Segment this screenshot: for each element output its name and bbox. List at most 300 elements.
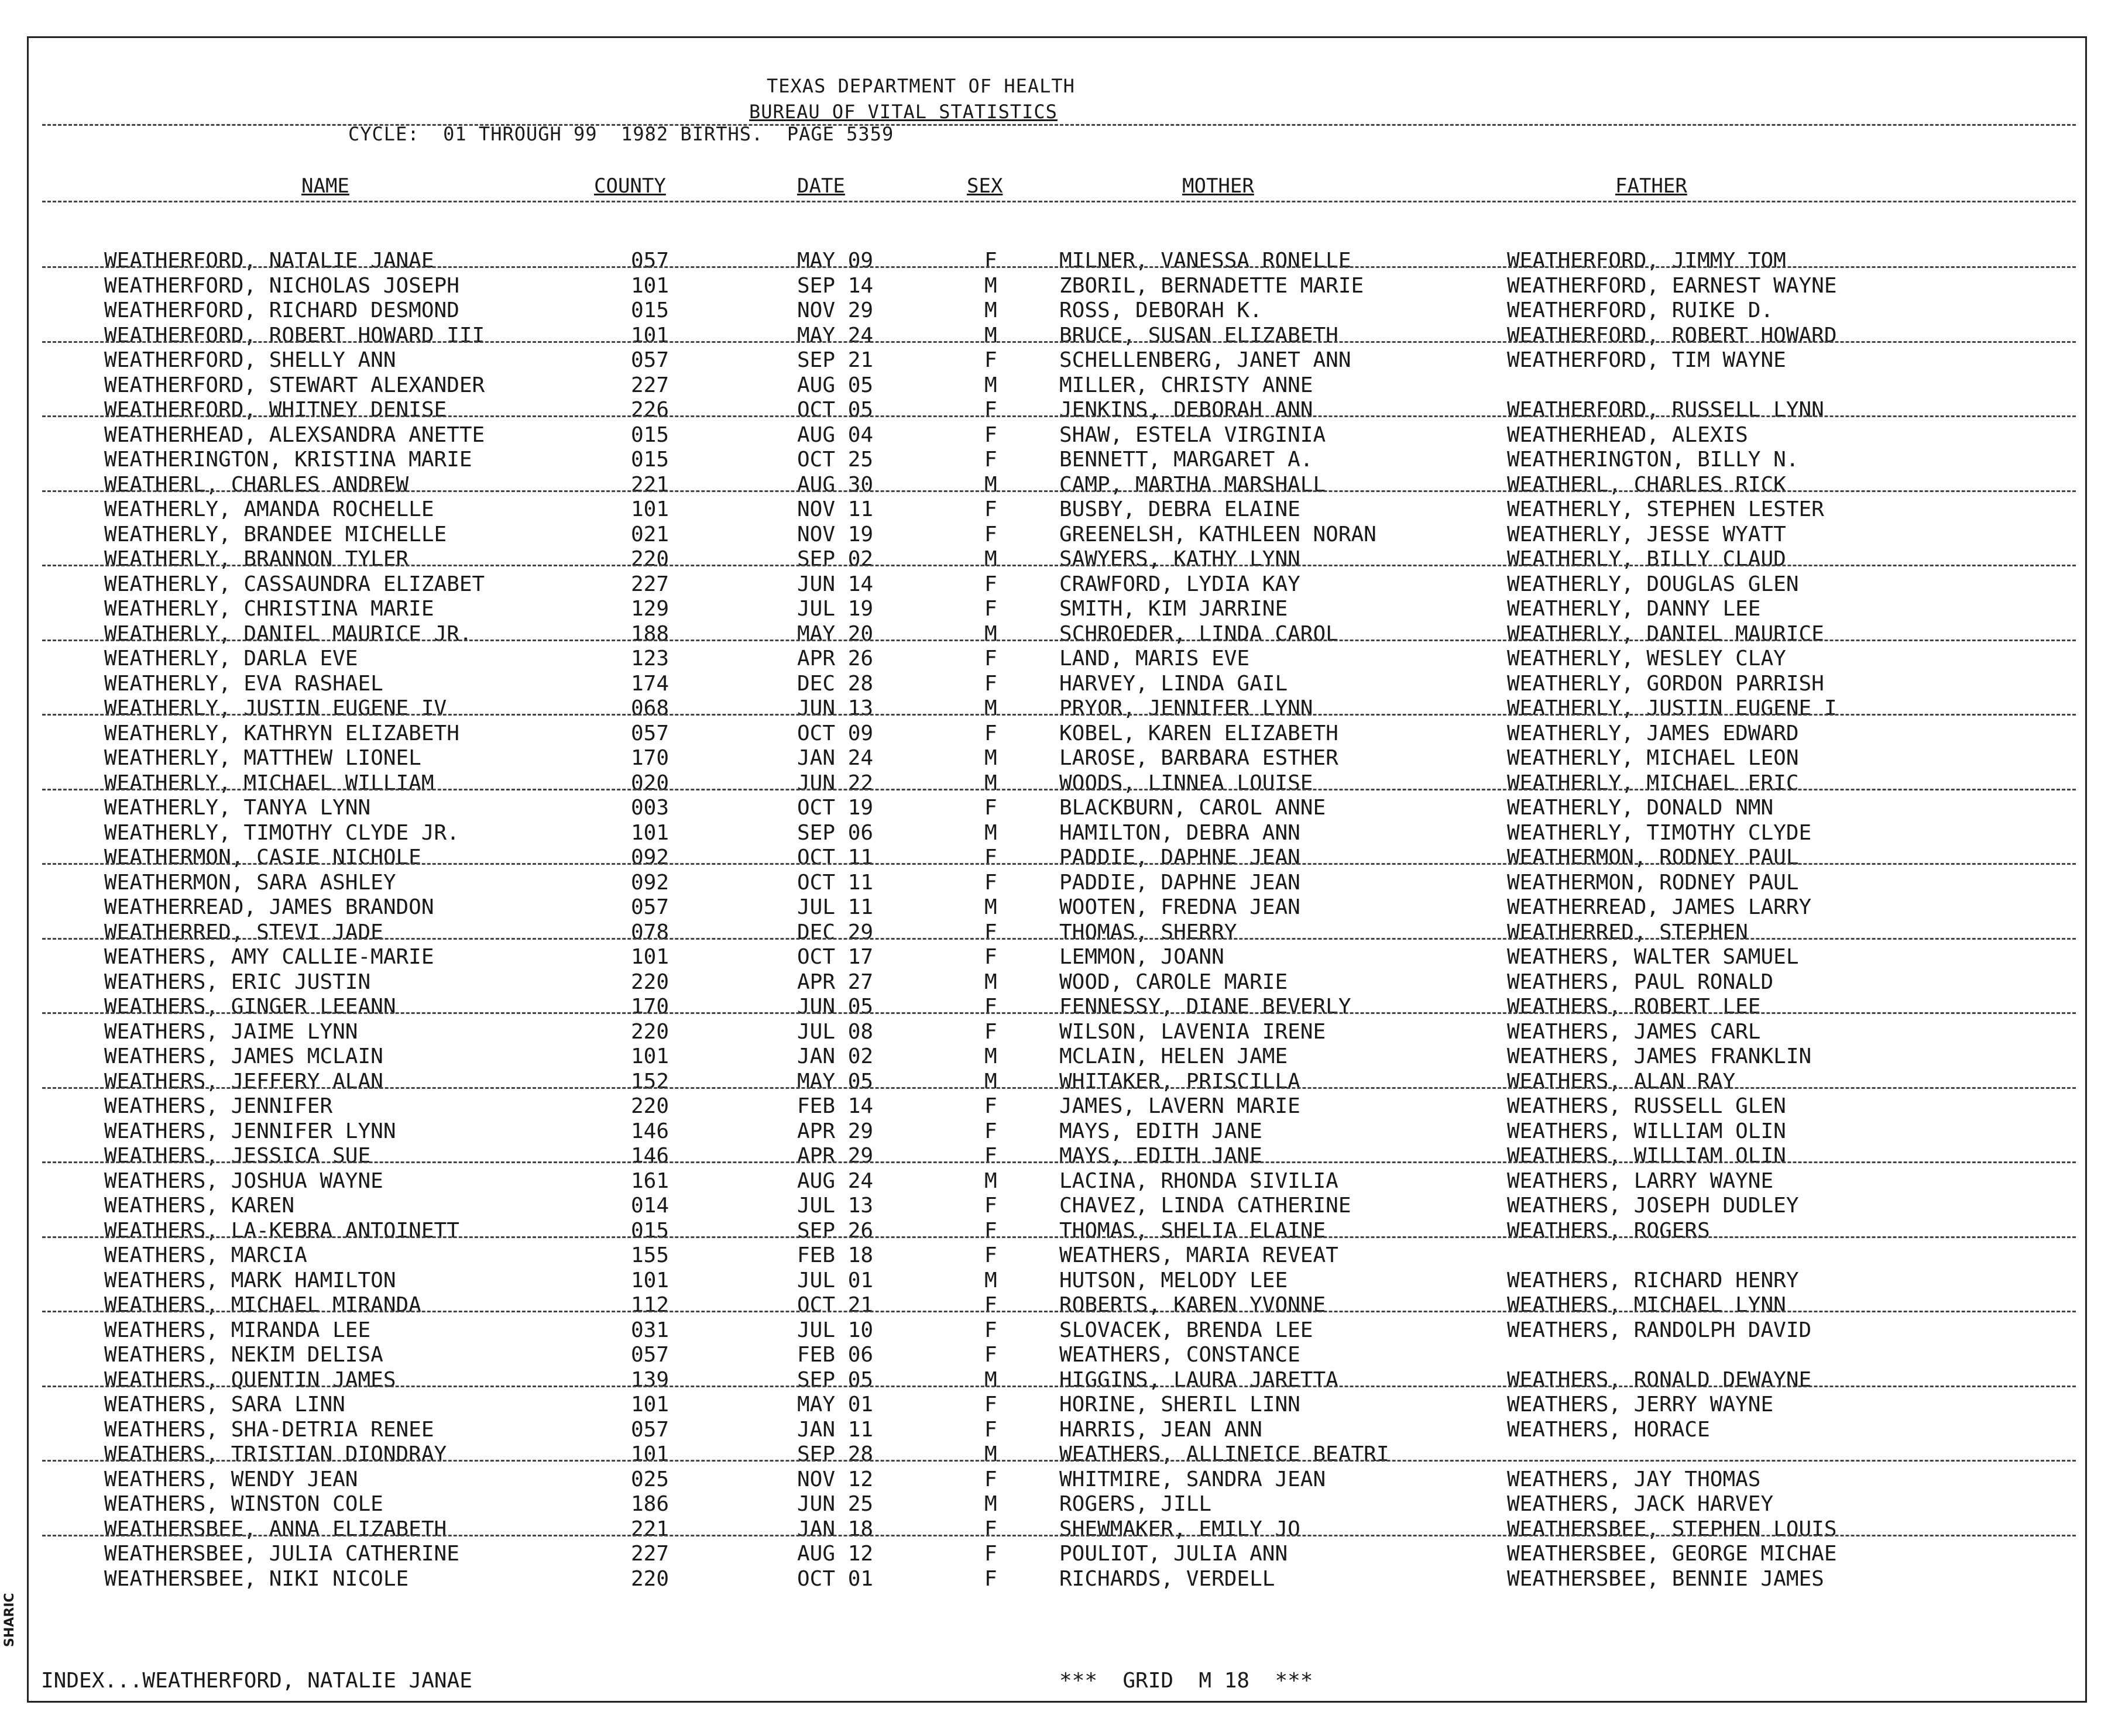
cell-mother: MILNER, VANESSA RONELLE	[1059, 249, 1351, 273]
cell-sex: F	[984, 1318, 997, 1342]
table-row	[0, 721, 2125, 747]
cell-father: WEATHERS, JOSEPH DUDLEY	[1507, 1194, 1799, 1218]
cell-sex: F	[984, 1517, 997, 1541]
cell-date: SEP 28	[797, 1442, 874, 1466]
cell-county: 015	[631, 448, 670, 472]
cell-sex: M	[984, 1268, 997, 1292]
table-row	[0, 1343, 2125, 1368]
cell-father: WEATHERFORD, RUIKE D.	[1507, 298, 1774, 322]
cell-father: WEATHERREAD, JAMES LARRY	[1507, 895, 1812, 919]
cell-name: WEATHERFORD, NATALIE JANAE	[104, 249, 434, 273]
cell-county: 101	[631, 820, 670, 845]
cell-sex: F	[984, 1417, 997, 1442]
cell-county: 101	[631, 273, 670, 298]
cell-sex: M	[984, 895, 997, 919]
cell-name: WEATHERS, LA-KEBRA ANTOINETT	[104, 1218, 459, 1243]
cell-father: WEATHERFORD, ROBERT HOWARD	[1507, 323, 1837, 348]
cell-name: WEATHERHEAD, ALEXSANDRA ANETTE	[104, 422, 485, 447]
cell-sex: M	[984, 696, 997, 720]
cell-county: 139	[631, 1367, 670, 1392]
cell-date: JUN 22	[797, 771, 874, 795]
table-row	[0, 1169, 2125, 1194]
cell-mother: MILLER, CHRISTY ANNE	[1059, 373, 1313, 397]
cell-mother: WHITMIRE, SANDRA JEAN	[1059, 1467, 1326, 1491]
cell-county: 031	[631, 1318, 670, 1342]
cell-name: WEATHERLY, KATHRYN ELIZABETH	[104, 721, 459, 745]
cell-date: AUG 04	[797, 422, 874, 447]
column-header-sex: SEX	[967, 174, 1003, 198]
cell-name: WEATHERLY, BRANNON TYLER	[104, 547, 409, 571]
cell-sex: F	[984, 597, 997, 621]
cell-sex: F	[984, 572, 997, 596]
cell-date: DEC 29	[797, 920, 874, 944]
cell-father: WEATHERHEAD, ALEXIS	[1507, 422, 1748, 447]
cell-sex: F	[984, 721, 997, 745]
cell-county: 015	[631, 422, 670, 447]
cell-sex: M	[984, 323, 997, 348]
cell-father: WEATHERS, JACK HARVEY	[1507, 1492, 1774, 1516]
cell-mother: HIGGINS, LAURA JARETTA	[1059, 1367, 1338, 1392]
cell-sex: F	[984, 348, 997, 372]
cell-name: WEATHERLY, TIMOTHY CLYDE JR.	[104, 820, 459, 845]
cell-mother: SHAW, ESTELA VIRGINIA	[1059, 422, 1326, 447]
cell-county: 152	[631, 1069, 670, 1094]
cell-mother: LAND, MARIS EVE	[1059, 647, 1250, 671]
table-row	[0, 1467, 2125, 1493]
cell-name: WEATHERFORD, STEWART ALEXANDER	[104, 373, 485, 397]
cell-mother: HORINE, SHERIL LINN	[1059, 1393, 1300, 1417]
cell-county: 146	[631, 1144, 670, 1168]
cell-mother: KOBEL, KAREN ELIZABETH	[1059, 721, 1338, 745]
table-row	[0, 871, 2125, 896]
cell-county: 129	[631, 597, 670, 621]
cell-date: JUL 08	[797, 1019, 874, 1044]
cell-mother: BRUCE, SUSAN ELIZABETH	[1059, 323, 1338, 348]
side-label: SHARIC	[2, 1593, 17, 1647]
cell-name: WEATHERLY, MATTHEW LIONEL	[104, 746, 421, 770]
table-row	[0, 1219, 2125, 1244]
cell-father: WEATHERS, RANDOLPH DAVID	[1507, 1318, 1812, 1342]
table-row	[0, 696, 2125, 721]
column-header-county: COUNTY	[594, 174, 666, 198]
cell-name: WEATHERS, ERIC JUSTIN	[104, 970, 371, 994]
cell-father: WEATHERLY, MICHAEL ERIC	[1507, 771, 1799, 795]
cell-county: 170	[631, 995, 670, 1019]
cell-mother: WEATHERS, ALLINEICE BEATRI	[1059, 1442, 1389, 1466]
cell-name: WEATHERLY, CASSAUNDRA ELIZABET	[104, 572, 485, 596]
cell-mother: THOMAS, SHERRY	[1059, 920, 1237, 944]
cell-date: SEP 05	[797, 1367, 874, 1392]
cell-father: WEATHERFORD, RUSSELL LYNN	[1507, 398, 1824, 422]
table-row	[0, 522, 2125, 548]
cell-father: WEATHERLY, STEPHEN LESTER	[1507, 497, 1824, 521]
cell-mother: HARRIS, JEAN ANN	[1059, 1417, 1262, 1442]
cell-father: WEATHERLY, BILLY CLAUD	[1507, 547, 1786, 571]
cell-date: DEC 28	[797, 671, 874, 696]
cell-father: WEATHERS, JAMES CARL	[1507, 1019, 1761, 1044]
cell-county: 092	[631, 870, 670, 895]
cell-county: 057	[631, 895, 670, 919]
cell-county: 101	[631, 1442, 670, 1466]
cell-sex: F	[984, 1094, 997, 1118]
agency-title: TEXAS DEPARTMENT OF HEALTH	[767, 75, 1075, 97]
cell-county: 220	[631, 1094, 670, 1118]
cell-father: WEATHERLY, WESLEY CLAY	[1507, 647, 1786, 671]
table-row	[0, 1094, 2125, 1119]
cell-name: WEATHERS, SHA-DETRIA RENEE	[104, 1417, 434, 1442]
cell-county: 015	[631, 1218, 670, 1243]
cell-sex: M	[984, 298, 997, 322]
cell-father: WEATHERLY, TIMOTHY CLYDE	[1507, 820, 1812, 845]
cell-name: WEATHERFORD, ROBERT HOWARD III	[104, 323, 485, 348]
cell-sex: F	[984, 497, 997, 521]
cell-father: WEATHERFORD, EARNEST WAYNE	[1507, 273, 1837, 298]
cell-father: WEATHERLY, JAMES EDWARD	[1507, 721, 1799, 745]
cell-date: OCT 11	[797, 845, 874, 869]
cell-date: JUL 01	[797, 1268, 874, 1292]
cell-mother: ROGERS, JILL	[1059, 1492, 1212, 1516]
cell-name: WEATHERS, MIRANDA LEE	[104, 1318, 371, 1342]
cell-sex: F	[984, 1194, 997, 1218]
cell-date: NOV 11	[797, 497, 874, 521]
cell-county: 101	[631, 323, 670, 348]
cell-county: 112	[631, 1293, 670, 1317]
cell-date: AUG 05	[797, 373, 874, 397]
table-row	[0, 895, 2125, 920]
table-row	[0, 473, 2125, 498]
cell-name: WEATHERS, NEKIM DELISA	[104, 1343, 383, 1367]
cell-father: WEATHERS, ROBERT LEE	[1507, 995, 1761, 1019]
table-row	[0, 1318, 2125, 1343]
table-row	[0, 1293, 2125, 1318]
table-row	[0, 1567, 2125, 1592]
table-row	[0, 1044, 2125, 1070]
cell-father: WEATHERLY, DOUGLAS GLEN	[1507, 572, 1799, 596]
cell-name: WEATHERFORD, SHELLY ANN	[104, 348, 396, 372]
cell-father: WEATHERS, JAY THOMAS	[1507, 1467, 1761, 1491]
cell-date: APR 29	[797, 1144, 874, 1168]
cell-sex: F	[984, 671, 997, 696]
cell-mother: POULIOT, JULIA ANN	[1059, 1542, 1288, 1566]
column-header-divider	[42, 201, 2076, 202]
cell-county: 227	[631, 572, 670, 596]
cell-name: WEATHERFORD, NICHOLAS JOSEPH	[104, 273, 459, 298]
cell-date: OCT 09	[797, 721, 874, 745]
cell-date: JUL 19	[797, 597, 874, 621]
cell-mother: SCHELLENBERG, JANET ANN	[1059, 348, 1351, 372]
cell-father: WEATHERS, LARRY WAYNE	[1507, 1168, 1774, 1193]
cell-father: WEATHERS, ALAN RAY	[1507, 1069, 1736, 1094]
cell-name: WEATHERS, JENNIFER LYNN	[104, 1119, 396, 1143]
cell-date: SEP 21	[797, 348, 874, 372]
cell-name: WEATHERLY, CHRISTINA MARIE	[104, 597, 434, 621]
cell-date: JUN 05	[797, 995, 874, 1019]
cell-name: WEATHERS, MICHAEL MIRANDA	[104, 1293, 421, 1317]
cell-father: WEATHERSBEE, BENNIE JAMES	[1507, 1566, 1824, 1591]
table-row	[0, 1442, 2125, 1467]
cell-father: WEATHERS, WILLIAM OLIN	[1507, 1119, 1786, 1143]
cell-sex: F	[984, 796, 997, 820]
cell-father: WEATHERS, PAUL RONALD	[1507, 970, 1774, 994]
cell-father: WEATHERS, HORACE	[1507, 1417, 1710, 1442]
cell-mother: BENNETT, MARGARET A.	[1059, 448, 1313, 472]
cell-name: WEATHERS, GINGER LEEANN	[104, 995, 396, 1019]
table-row	[0, 622, 2125, 647]
table-row	[0, 845, 2125, 871]
cell-county: 220	[631, 1566, 670, 1591]
cell-sex: M	[984, 373, 997, 397]
cell-mother: LACINA, RHONDA SIVILIA	[1059, 1168, 1338, 1193]
cell-name: WEATHERS, JENNIFER	[104, 1094, 333, 1118]
cell-mother: PADDIE, DAPHNE JEAN	[1059, 845, 1300, 869]
cell-father: WEATHERLY, JUSTIN EUGENE I	[1507, 696, 1837, 720]
cell-sex: F	[984, 647, 997, 671]
cell-county: 227	[631, 1542, 670, 1566]
table-row	[0, 1418, 2125, 1443]
cell-county: 174	[631, 671, 670, 696]
cell-sex: M	[984, 273, 997, 298]
cell-father: WEATHERRED, STEPHEN	[1507, 920, 1748, 944]
cell-county: 057	[631, 1343, 670, 1367]
cell-county: 092	[631, 845, 670, 869]
cell-father: WEATHERLY, DANIEL MAURICE	[1507, 621, 1824, 646]
table-row	[0, 920, 2125, 946]
cell-sex: F	[984, 1343, 997, 1367]
cell-date: SEP 26	[797, 1218, 874, 1243]
cell-father: WEATHERS, RONALD DEWAYNE	[1507, 1367, 1812, 1392]
cell-county: 101	[631, 1393, 670, 1417]
table-row	[0, 1542, 2125, 1567]
cell-name: WEATHERS, JESSICA SUE	[104, 1144, 371, 1168]
column-header-name: NAME	[301, 174, 349, 198]
cell-name: WEATHERLY, AMANDA ROCHELLE	[104, 497, 434, 521]
table-row	[0, 1020, 2125, 1045]
table-row	[0, 597, 2125, 622]
cell-sex: F	[984, 422, 997, 447]
cell-sex: F	[984, 945, 997, 969]
cell-county: 161	[631, 1168, 670, 1193]
table-row	[0, 1144, 2125, 1169]
cell-sex: M	[984, 771, 997, 795]
cell-father: WEATHERMON, RODNEY PAUL	[1507, 870, 1799, 895]
table-row	[0, 1119, 2125, 1144]
cell-sex: M	[984, 472, 997, 497]
cell-mother: PADDIE, DAPHNE JEAN	[1059, 870, 1300, 895]
cell-county: 020	[631, 771, 670, 795]
cell-sex: F	[984, 1542, 997, 1566]
cell-father: WEATHERS, WILLIAM OLIN	[1507, 1144, 1786, 1168]
cell-date: NOV 29	[797, 298, 874, 322]
table-row	[0, 746, 2125, 771]
cell-date: MAY 01	[797, 1393, 874, 1417]
cell-father: WEATHERLY, GORDON PARRISH	[1507, 671, 1824, 696]
cell-name: WEATHERL, CHARLES ANDREW	[104, 472, 409, 497]
cell-name: WEATHERLY, TANYA LYNN	[104, 796, 371, 820]
table-row	[0, 771, 2125, 796]
cell-county: 003	[631, 796, 670, 820]
cell-mother: JENKINS, DEBORAH ANN	[1059, 398, 1313, 422]
cell-county: 220	[631, 547, 670, 571]
cell-sex: M	[984, 1044, 997, 1068]
cell-mother: SHEWMAKER, EMILY JO	[1059, 1517, 1300, 1541]
cell-name: WEATHERS, KAREN	[104, 1194, 295, 1218]
cell-mother: BLACKBURN, CAROL ANNE	[1059, 796, 1326, 820]
cell-date: JUL 11	[797, 895, 874, 919]
cell-father: WEATHERLY, JESSE WYATT	[1507, 522, 1786, 546]
cell-name: WEATHERMON, SARA ASHLEY	[104, 870, 396, 895]
cell-county: 057	[631, 249, 670, 273]
grid-footer: *** GRID M 18 ***	[1059, 1669, 1313, 1693]
cell-date: MAY 24	[797, 323, 874, 348]
cell-father: WEATHERSBEE, GEORGE MICHAE	[1507, 1542, 1837, 1566]
cell-date: NOV 19	[797, 522, 874, 546]
cell-sex: M	[984, 1367, 997, 1392]
table-row	[0, 821, 2125, 846]
cell-father: WEATHERL, CHARLES RICK	[1507, 472, 1786, 497]
cell-father: WEATHERINGTON, BILLY N.	[1507, 448, 1799, 472]
cell-date: APR 26	[797, 647, 874, 671]
cell-mother: MCLAIN, HELEN JAME	[1059, 1044, 1288, 1068]
cell-name: WEATHERS, WINSTON COLE	[104, 1492, 383, 1516]
cell-father: WEATHERS, ROGERS	[1507, 1218, 1710, 1243]
cell-father: WEATHERLY, DONALD NMN	[1507, 796, 1774, 820]
cell-sex: F	[984, 1243, 997, 1267]
cell-sex: F	[984, 845, 997, 869]
cell-county: 221	[631, 1517, 670, 1541]
cell-county: 078	[631, 920, 670, 944]
cell-date: OCT 05	[797, 398, 874, 422]
cell-county: 220	[631, 1019, 670, 1044]
cell-mother: HUTSON, MELODY LEE	[1059, 1268, 1288, 1292]
table-row	[0, 1393, 2125, 1418]
cell-father: WEATHERFORD, TIM WAYNE	[1507, 348, 1786, 372]
cell-mother: MAYS, EDITH JANE	[1059, 1144, 1262, 1168]
cell-mother: CAMP, MARTHA MARSHALL	[1059, 472, 1326, 497]
table-row	[0, 572, 2125, 597]
cell-mother: CRAWFORD, LYDIA KAY	[1059, 572, 1300, 596]
table-row	[0, 1492, 2125, 1517]
cell-county: 146	[631, 1119, 670, 1143]
cell-name: WEATHERRED, STEVI JADE	[104, 920, 383, 944]
birth-records-table	[0, 249, 2125, 1591]
cell-date: OCT 25	[797, 448, 874, 472]
cell-date: FEB 14	[797, 1094, 874, 1118]
cell-county: 170	[631, 746, 670, 770]
cell-name: WEATHERS, MARCIA	[104, 1243, 307, 1267]
cell-mother: THOMAS, SHELIA ELAINE	[1059, 1218, 1326, 1243]
cell-county: 221	[631, 472, 670, 497]
cell-date: SEP 14	[797, 273, 874, 298]
table-row	[0, 448, 2125, 473]
cell-mother: MAYS, EDITH JANE	[1059, 1119, 1262, 1143]
table-row	[0, 373, 2125, 398]
cell-father: WEATHERSBEE, STEPHEN LOUIS	[1507, 1517, 1837, 1541]
cell-date: MAY 20	[797, 621, 874, 646]
cell-mother: ZBORIL, BERNADETTE MARIE	[1059, 273, 1364, 298]
cell-date: JUN 25	[797, 1492, 874, 1516]
cell-sex: F	[984, 249, 997, 273]
cell-mother: SCHROEDER, LINDA CAROL	[1059, 621, 1338, 646]
cell-name: WEATHERREAD, JAMES BRANDON	[104, 895, 434, 919]
cell-mother: JAMES, LAVERN MARIE	[1059, 1094, 1300, 1118]
cell-date: FEB 06	[797, 1343, 874, 1367]
cell-county: 220	[631, 970, 670, 994]
table-row	[0, 497, 2125, 522]
cell-name: WEATHERLY, MICHAEL WILLIAM	[104, 771, 434, 795]
cell-name: WEATHERS, WENDY JEAN	[104, 1467, 358, 1491]
cell-date: JUL 13	[797, 1194, 874, 1218]
table-row	[0, 298, 2125, 324]
cell-mother: FENNESSY, DIANE BEVERLY	[1059, 995, 1351, 1019]
cell-sex: F	[984, 870, 997, 895]
cell-county: 226	[631, 398, 670, 422]
cell-county: 057	[631, 348, 670, 372]
cell-name: WEATHERS, TRISTIAN DIONDRAY	[104, 1442, 447, 1466]
cell-mother: WOOTEN, FREDNA JEAN	[1059, 895, 1300, 919]
table-row	[0, 1368, 2125, 1393]
cell-mother: LEMMON, JOANN	[1059, 945, 1224, 969]
table-row	[0, 1269, 2125, 1294]
cell-mother: PRYOR, JENNIFER LYNN	[1059, 696, 1313, 720]
cell-date: JAN 11	[797, 1417, 874, 1442]
cell-county: 188	[631, 621, 670, 646]
cell-date: APR 29	[797, 1119, 874, 1143]
table-row	[0, 995, 2125, 1020]
table-row	[0, 1517, 2125, 1542]
cell-mother: SLOVACEK, BRENDA LEE	[1059, 1318, 1313, 1342]
cell-county: 068	[631, 696, 670, 720]
cell-date: SEP 02	[797, 547, 874, 571]
cell-sex: M	[984, 970, 997, 994]
cell-mother: HAMILTON, DEBRA ANN	[1059, 820, 1300, 845]
cell-name: WEATHERSBEE, NIKI NICOLE	[104, 1566, 409, 1591]
cell-name: WEATHERLY, EVA RASHAEL	[104, 671, 383, 696]
table-row	[0, 945, 2125, 970]
cell-name: WEATHERFORD, RICHARD DESMOND	[104, 298, 459, 322]
cell-sex: F	[984, 1144, 997, 1168]
cell-county: 123	[631, 647, 670, 671]
table-row	[0, 647, 2125, 672]
table-row	[0, 324, 2125, 349]
table-row	[0, 274, 2125, 299]
cell-name: WEATHERS, SARA LINN	[104, 1393, 345, 1417]
cell-name: WEATHERS, JAMES MCLAIN	[104, 1044, 383, 1068]
cell-sex: F	[984, 1467, 997, 1491]
cell-sex: F	[984, 522, 997, 546]
cell-name: WEATHERLY, DARLA EVE	[104, 647, 358, 671]
table-row	[0, 672, 2125, 697]
cell-mother: HARVEY, LINDA GAIL	[1059, 671, 1288, 696]
cell-date: JAN 18	[797, 1517, 874, 1541]
cell-sex: F	[984, 1019, 997, 1044]
cell-sex: M	[984, 1492, 997, 1516]
table-row	[0, 348, 2125, 373]
cell-county: 015	[631, 298, 670, 322]
cell-date: MAY 05	[797, 1069, 874, 1094]
cell-name: WEATHERS, JAIME LYNN	[104, 1019, 358, 1044]
cell-date: FEB 18	[797, 1243, 874, 1267]
cell-mother: SAWYERS, KATHY LYNN	[1059, 547, 1300, 571]
cell-father: WEATHERFORD, JIMMY TOM	[1507, 249, 1786, 273]
cell-date: JUL 10	[797, 1318, 874, 1342]
cell-sex: F	[984, 995, 997, 1019]
cell-date: NOV 12	[797, 1467, 874, 1491]
cell-county: 021	[631, 522, 670, 546]
cell-sex: F	[984, 1566, 997, 1591]
table-row	[0, 1194, 2125, 1219]
column-header-date: DATE	[797, 174, 845, 198]
cell-date: JUN 13	[797, 696, 874, 720]
